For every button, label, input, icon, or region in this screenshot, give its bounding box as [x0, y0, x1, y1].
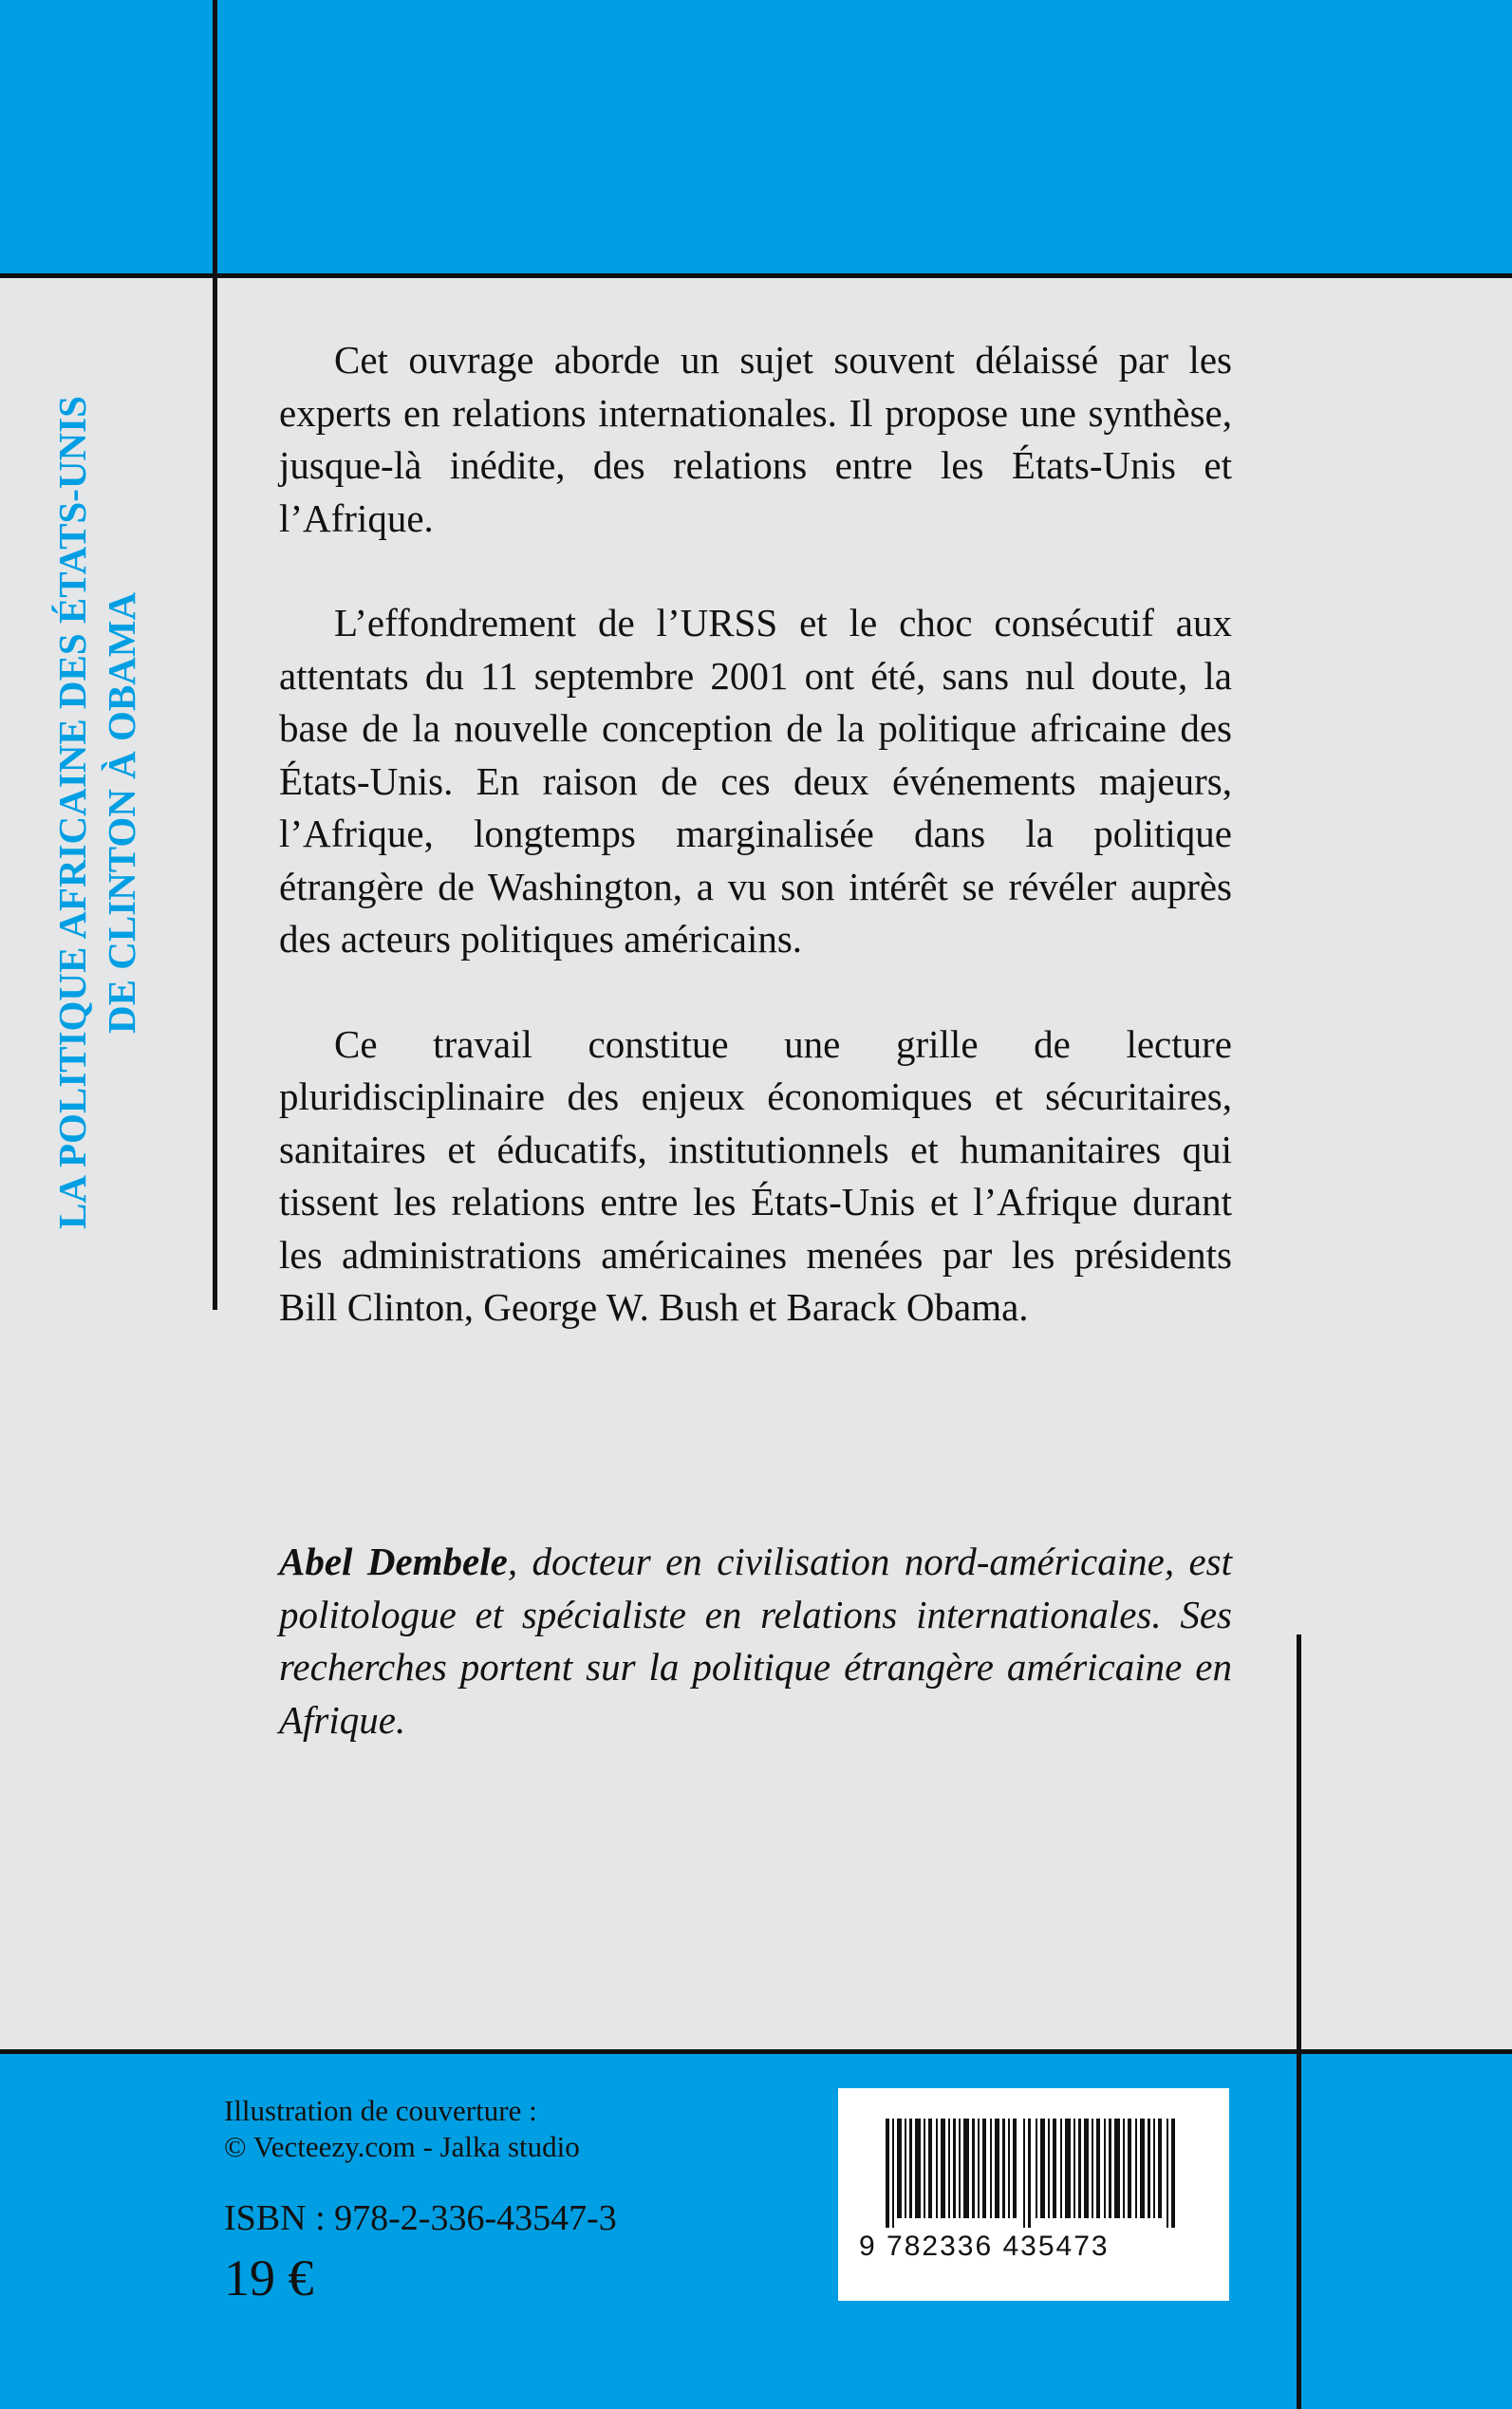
barcode-first-digit: 9 [859, 2231, 877, 2262]
summary-paragraph: Cet ouvrage aborde un sujet souvent délaissé par les experts en relations internationales. Il propose une synthèse, jusque-là inédite, des relations entre les États-Unis et l’Afrique. [279, 338, 1232, 540]
barcode-bars [886, 2119, 1182, 2228]
author-name: Abel Dembele [279, 1540, 508, 1583]
title-line-2: DE CLINTON À OBAMA [100, 591, 143, 1034]
top-color-band [0, 0, 1512, 275]
credits-label: Illustration de couverture : [224, 2094, 537, 2127]
bottom-horizontal-rule [0, 2049, 1512, 2054]
price: 19 € [224, 2250, 314, 2306]
vertical-book-title [47, 344, 152, 1281]
summary-text [279, 334, 1232, 1335]
author-description: , docteur en civilisation nord-américaine, est politologue et spécialiste en relations internationales. Ses recherches portent sur la politique étrangère américaine en Afrique. [279, 1540, 1233, 1742]
barcode [838, 2088, 1229, 2301]
barcode-digits [859, 2231, 1220, 2263]
credits-source: © Vecteezy.com - Jalka studio [224, 2130, 580, 2163]
barcode-group-2: 435473 [1002, 2231, 1110, 2262]
illustration-credits [224, 2093, 756, 2165]
barcode-group-1: 782336 [887, 2231, 994, 2262]
summary-paragraph: L’effondrement de l’URSS et le choc consécutif aux attentats du 11 septembre 2001 ont été, sans nul doute, la base de la nouvelle conception de la politique africaine des États-Unis. En raison de ces deux événements majeurs, l’Afrique, longtemps marginalisée dans la politique étrangère de Washington, a vu son intérêt se révéler auprès des acteurs politiques américains. [279, 601, 1232, 961]
isbn-number: ISBN : 978-2-336-43547-3 [224, 2198, 617, 2238]
author-bio [279, 1536, 1232, 1746]
right-vertical-rule [1297, 1634, 1301, 2409]
title-line-1: LA POLITIQUE AFRICAINE DES ÉTATS-UNIS [50, 396, 94, 1229]
summary-paragraph: Ce travail constitue une grille de lecture pluridisciplinaire des enjeux économiques et sécuritaires, sanitaires et éducatifs, institutionnels et humanitaires qui tissent les relations entre les États-Unis et l’Afrique durant les administrations américaines menées par les présidents Bill Clinton, George W. Bush et Barack Obama. [279, 1021, 1232, 1329]
top-horizontal-rule [0, 273, 1512, 278]
left-vertical-rule [213, 0, 217, 1310]
